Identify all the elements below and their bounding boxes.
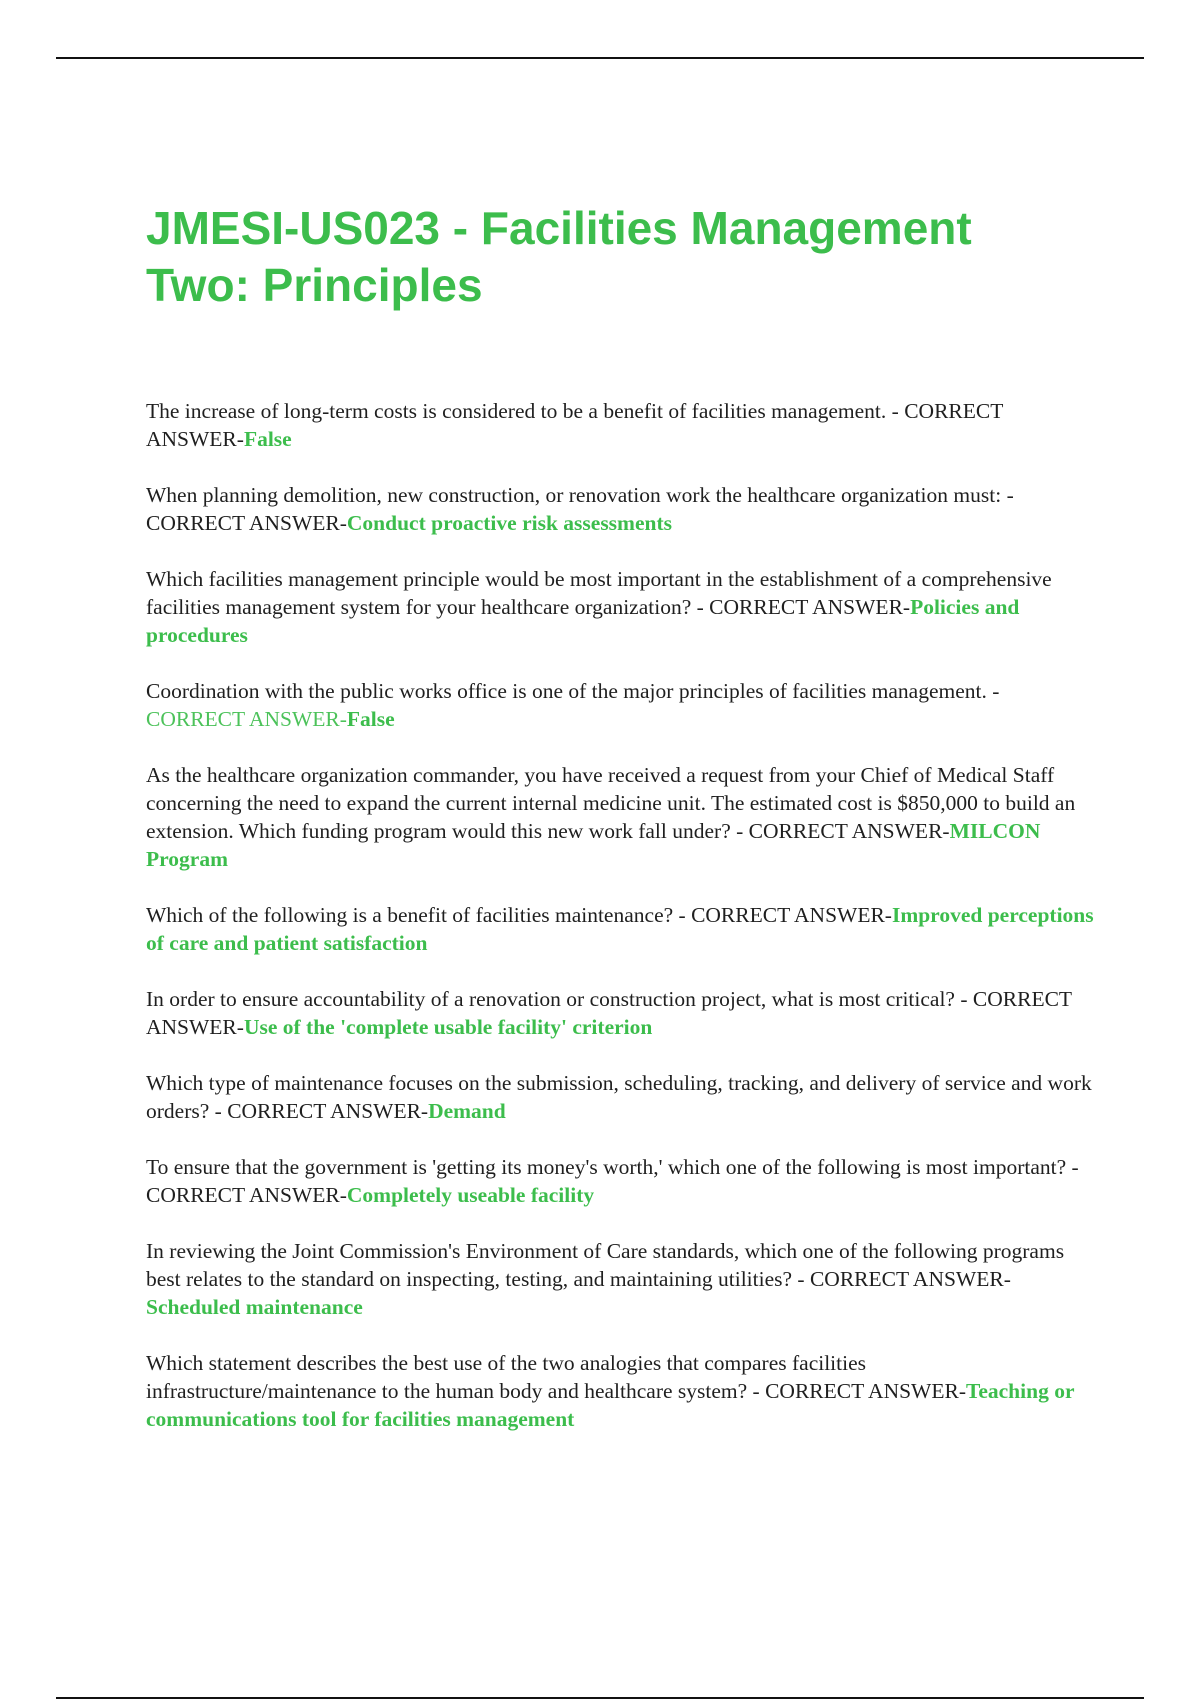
bottom-rule xyxy=(56,1697,1144,1699)
question-text: Coordination with the public works office is one of the major principles of facilities management. - xyxy=(146,679,1000,703)
question-text: In reviewing the Joint Commission's Environment of Care standards, which one of the following programs best relates to the standard on inspecting, testing, and maintaining utilities? - xyxy=(146,1239,1065,1291)
answer-text: Completely useable facility xyxy=(346,1183,595,1207)
qa-item-2 xyxy=(146,481,1096,537)
document-body xyxy=(146,200,1096,1461)
question-text: The increase of long-term costs is considered to be a benefit of facilities management. - xyxy=(146,399,905,423)
qa-item-10 xyxy=(146,1237,1096,1321)
answer-text: Use of the 'complete usable facility' criterion xyxy=(243,1015,653,1039)
document-title xyxy=(146,200,1096,314)
question-text: As the healthcare organization commander, you have received a request from your Chief of Medical Staff concerning the need to expand the current internal medicine unit. The estimated cost is $850,000 to build an extension. Which funding program would this new work fall under? - xyxy=(146,763,1076,843)
question-text: Which statement describes the best use of the two analogies that compares facilities infrastructure/maintenance to the human body and healthcare system? - xyxy=(146,1351,867,1403)
answer-label: CORRECT ANSWER- xyxy=(146,399,1003,451)
answer-text: False xyxy=(243,427,292,451)
answer-text: False xyxy=(346,707,395,731)
qa-item-5 xyxy=(146,761,1096,873)
answer-label: CORRECT ANSWER- xyxy=(709,595,911,619)
answer-text: Demand xyxy=(428,1099,506,1123)
question-text: Which facilities management principle would be most important in the establishment of a comprehensive facilities management system for your healthcare organization? - xyxy=(146,567,1052,619)
answer-label: CORRECT ANSWER- xyxy=(146,1183,347,1207)
question-text: In order to ensure accountability of a renovation or construction project, what is most critical? - xyxy=(146,987,973,1011)
answer-label: CORRECT ANSWER- xyxy=(146,987,1072,1039)
answer-label: CORRECT ANSWER- xyxy=(809,1267,1011,1291)
qa-item-3 xyxy=(146,565,1096,649)
answer-label: CORRECT ANSWER- xyxy=(146,511,347,535)
top-rule xyxy=(56,57,1144,59)
qa-item-1 xyxy=(146,397,1096,453)
qa-item-4 xyxy=(146,677,1096,733)
question-text: Which of the following is a benefit of facilities maintenance? - xyxy=(146,903,692,927)
answer-label: CORRECT ANSWER- xyxy=(227,1099,429,1123)
qa-item-6 xyxy=(146,901,1096,957)
answer-label: CORRECT ANSWER- xyxy=(765,1379,966,1403)
answer-label: CORRECT ANSWER- xyxy=(748,819,950,843)
qa-list xyxy=(146,397,1096,1433)
answer-text: Teaching or communications tool for facilities management xyxy=(146,1379,1075,1431)
answer-text: Conduct proactive risk assessments xyxy=(346,511,672,535)
answer-text: Policies and procedures xyxy=(146,595,1020,647)
answer-text: Improved perceptions of care and patient satisfaction xyxy=(146,903,1094,955)
qa-item-9 xyxy=(146,1153,1096,1209)
answer-text: Scheduled maintenance xyxy=(146,1295,363,1319)
question-text: When planning demolition, new construction, or renovation work the healthcare organization must: - xyxy=(146,483,1014,507)
qa-item-11 xyxy=(146,1349,1096,1433)
title-line-2: Two: Principles xyxy=(146,259,483,311)
qa-item-8 xyxy=(146,1069,1096,1125)
question-text: Which type of maintenance focuses on the submission, scheduling, tracking, and delivery of service and work orders? - xyxy=(146,1071,1092,1123)
title-line-1: JMESI-US023 - Facilities Management xyxy=(146,202,972,254)
answer-label: CORRECT ANSWER- xyxy=(146,707,347,731)
question-text: To ensure that the government is 'getting its money's worth,' which one of the following is most important? - xyxy=(146,1155,1079,1179)
qa-item-7 xyxy=(146,985,1096,1041)
answer-label: CORRECT ANSWER- xyxy=(691,903,892,927)
answer-text: MILCON Program xyxy=(146,819,1041,871)
